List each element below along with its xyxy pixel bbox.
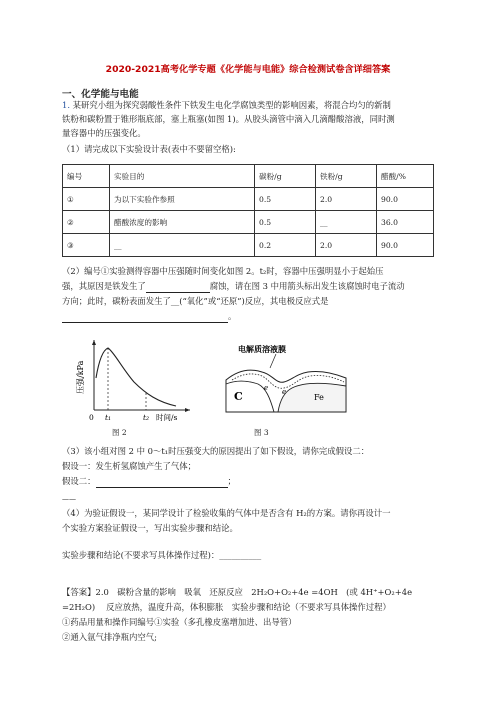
- answer-line1: 【答案】2.0 碳粉含量的影响 吸氧 还原反应 2H₂O+O₂+4e =4OH (或 4H⁺+O₂+4e: [62, 587, 413, 597]
- table-cell: 为以下实验作参照: [110, 188, 255, 211]
- q2-line2-start: 强，其原因是铁发生了: [62, 281, 146, 291]
- table-cell: 2.0: [316, 234, 377, 257]
- table-cell: 36.0: [377, 211, 434, 234]
- answer-line3: ①药品用量和操作同编号①实验（多孔橡皮塞增加进、出导管）: [62, 617, 297, 627]
- x-axis-arrow-icon: [185, 408, 190, 412]
- document-title: 2020-2021高考化学专题《化学能与电能》综合检测试卷含详细答案: [105, 64, 391, 75]
- table-cell: __: [110, 234, 255, 257]
- q4-line1: （4）为验证假设一，某同学设计了检验收集的气体中是否含有 H₂的方案。请你再设计一: [62, 508, 391, 518]
- figure-2-caption: 图 2: [112, 428, 127, 437]
- q1-number: 1.: [62, 100, 70, 110]
- origin-label: 0: [89, 413, 94, 422]
- y-axis-label: 压强/kPa: [76, 360, 85, 394]
- q3-line2: 假设一：发生析氢腐蚀产生了气体；: [62, 461, 196, 471]
- q1-sub1: （1）请完成以下实验设计表(表中不要留空格):: [62, 144, 236, 154]
- experiment-table: [62, 164, 434, 257]
- carbon-label: C: [234, 390, 243, 403]
- q4-line2: 个实验方案验证假设一，写出实验步骤和结论。: [62, 523, 238, 533]
- electron-label-left: e: [264, 384, 269, 392]
- answer-blank: [62, 313, 228, 323]
- q3-line1: （3）该小组对图 2 中 0～t₁时压强变大的原因提出了如下假设，请你完成假设二：: [62, 446, 370, 456]
- q1-line1-text: 某研究小组为探究弱酸性条件下铁发生电化学腐蚀类型的影响因素，将混合均匀的新制: [72, 100, 391, 110]
- table-cell: __: [316, 211, 377, 234]
- table-cell: 2.0: [316, 188, 377, 211]
- section-heading: 一、化学能与电能: [62, 89, 139, 100]
- q4-line3: [62, 548, 261, 562]
- q2-line4-end: 。: [228, 311, 237, 321]
- table-header-cell: 编号: [63, 165, 110, 188]
- answer-blank: [96, 478, 228, 488]
- table-header-row: [63, 165, 434, 188]
- electron-label-right: e: [282, 388, 287, 396]
- y-axis-arrow-icon: [92, 340, 96, 345]
- q2-line3: 方向；此时，碳粉表面发生了__(“氧化”或“还原”)反应，其电极反应式是: [62, 296, 329, 306]
- q2-line2-end: 腐蚀，请在图 3 中用箭头标出发生该腐蚀时电子流动: [209, 281, 405, 291]
- q3-dash: ——: [62, 495, 76, 503]
- table-cell: ③: [63, 234, 110, 257]
- q2-line2: [62, 279, 405, 293]
- iron-label: Fe: [314, 393, 324, 402]
- answer-blank: [146, 283, 210, 293]
- figure-2-pressure-graph: [78, 338, 194, 426]
- table-cell: 0.5: [255, 188, 316, 211]
- table-cell: ②: [63, 211, 110, 234]
- table-cell: 90.0: [377, 188, 434, 211]
- table-cell: 90.0: [377, 234, 434, 257]
- table-header-cell: 铁粉/g: [316, 165, 377, 188]
- figure-3-corrosion-diagram: [218, 340, 350, 426]
- table-cell: ①: [63, 188, 110, 211]
- table-header-cell: 醋酸/%: [377, 165, 434, 188]
- answer-line2: =2H₂O) 反应放热，温度升高，体积膨胀 实验步骤和结论（不要求写具体操作过程）: [62, 602, 391, 612]
- table-row: [63, 188, 434, 211]
- q1-line1: [62, 98, 391, 112]
- q4-blank: __________: [219, 550, 262, 560]
- answer-line4: ②通入氩气排净瓶内空气;: [62, 632, 157, 642]
- table-row: [63, 234, 434, 257]
- table-header-cell: 碳粉/g: [255, 165, 316, 188]
- t1-label: t₁: [105, 413, 112, 422]
- table-row: [63, 211, 434, 234]
- figure-3-caption: 图 3: [254, 428, 269, 437]
- q4-line3-text: 实验步骤和结论(不要求写具体操作过程)：: [62, 550, 220, 560]
- q2-line4: [62, 309, 236, 323]
- q3-line3-end: ；: [227, 476, 236, 486]
- x-axis-label: 时间/s: [156, 413, 178, 422]
- q3-line3: [62, 474, 236, 488]
- q1-line2: 铁粉和碳粉置于锥形瓶底部，塞上瓶塞(如图 1)。从胶头滴管中滴入几滴醋酸溶液，同时测: [62, 114, 395, 124]
- q1-line3: 量容器中的压强变化。: [62, 128, 146, 138]
- table-cell: 醋酸浓度的影响: [110, 211, 255, 234]
- table-header-cell: 实验目的: [110, 165, 255, 188]
- label-pointer-line: [270, 354, 276, 368]
- table-cell: 0.5: [255, 211, 316, 234]
- t2-label: t₂: [143, 413, 150, 422]
- table-cell: 0.2: [255, 234, 316, 257]
- electrolyte-film-label: 电解质溶液膜: [238, 345, 286, 354]
- q2-line1: （2）编号①实验测得容器中压强随时间变化如图 2。t₂时，容器中压强明显小于起始压: [62, 266, 384, 276]
- q3-line3-start: 假设二：: [62, 476, 96, 486]
